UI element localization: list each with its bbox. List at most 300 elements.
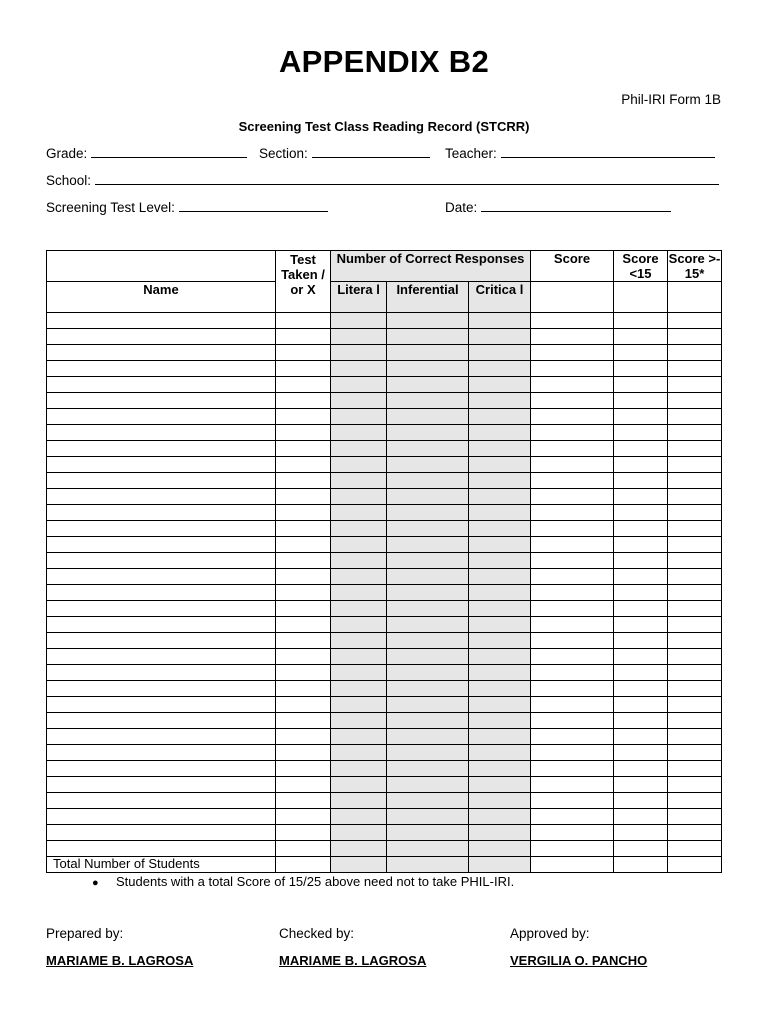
form-subtitle: Screening Test Class Reading Record (STCRR) <box>238 119 530 134</box>
table-cell[interactable] <box>469 425 531 441</box>
table-cell[interactable] <box>668 569 722 585</box>
table-cell[interactable] <box>276 745 331 761</box>
table-cell[interactable] <box>276 377 331 393</box>
student-name-cell[interactable] <box>47 361 276 377</box>
table-cell[interactable] <box>331 809 387 825</box>
table-cell[interactable] <box>531 809 614 825</box>
student-name-cell[interactable] <box>47 585 276 601</box>
table-cell[interactable] <box>276 489 331 505</box>
table-cell[interactable] <box>531 825 614 841</box>
table-cell[interactable] <box>387 841 469 857</box>
table-cell[interactable] <box>531 489 614 505</box>
table-cell[interactable] <box>469 713 531 729</box>
table-cell[interactable] <box>614 329 668 345</box>
table-cell[interactable] <box>387 409 469 425</box>
table-cell[interactable] <box>276 441 331 457</box>
table-cell[interactable] <box>331 697 387 713</box>
table-cell[interactable] <box>331 617 387 633</box>
table-cell[interactable] <box>331 841 387 857</box>
student-name-cell[interactable] <box>47 569 276 585</box>
table-cell[interactable] <box>531 761 614 777</box>
table-cell[interactable] <box>276 649 331 665</box>
table-cell[interactable] <box>331 665 387 681</box>
table-cell[interactable] <box>614 633 668 649</box>
student-name-cell[interactable] <box>47 441 276 457</box>
table-cell[interactable] <box>331 569 387 585</box>
table-cell[interactable] <box>276 329 331 345</box>
student-name-cell[interactable] <box>47 633 276 649</box>
table-cell[interactable] <box>469 345 531 361</box>
table-cell[interactable] <box>276 553 331 569</box>
table-cell[interactable] <box>331 745 387 761</box>
table-cell[interactable] <box>331 537 387 553</box>
student-name-cell[interactable] <box>47 713 276 729</box>
table-cell[interactable] <box>614 553 668 569</box>
table-cell[interactable] <box>668 425 722 441</box>
teacher-blank[interactable] <box>501 145 715 158</box>
header-correct-responses: Number of Correct Responses <box>331 251 531 282</box>
table-cell[interactable] <box>668 793 722 809</box>
table-cell[interactable] <box>276 425 331 441</box>
table-cell[interactable] <box>668 681 722 697</box>
table-cell[interactable] <box>331 553 387 569</box>
table-cell[interactable] <box>614 761 668 777</box>
table-cell[interactable] <box>276 313 331 329</box>
grade-blank[interactable] <box>91 145 247 158</box>
table-cell[interactable] <box>331 505 387 521</box>
table-cell[interactable] <box>469 441 531 457</box>
table-cell[interactable] <box>531 521 614 537</box>
table-cell[interactable] <box>276 777 331 793</box>
table-cell[interactable] <box>387 345 469 361</box>
table-cell[interactable] <box>614 809 668 825</box>
table-cell[interactable] <box>387 521 469 537</box>
table-cell[interactable] <box>387 473 469 489</box>
table-cell[interactable] <box>614 825 668 841</box>
table-cell[interactable] <box>668 457 722 473</box>
table-cell[interactable] <box>469 537 531 553</box>
table-cell[interactable] <box>668 313 722 329</box>
table-cell[interactable] <box>276 585 331 601</box>
table-cell[interactable] <box>469 585 531 601</box>
table-cell[interactable] <box>276 473 331 489</box>
grade-field[interactable] <box>46 145 247 161</box>
table-cell[interactable] <box>614 377 668 393</box>
table-cell[interactable] <box>331 361 387 377</box>
table-cell[interactable] <box>387 489 469 505</box>
table-cell[interactable] <box>614 537 668 553</box>
table-cell[interactable] <box>276 617 331 633</box>
student-name-cell[interactable] <box>47 473 276 489</box>
student-name-cell[interactable] <box>47 313 276 329</box>
table-cell[interactable] <box>614 793 668 809</box>
table-cell[interactable] <box>276 457 331 473</box>
table-cell[interactable] <box>531 569 614 585</box>
table-cell[interactable] <box>668 489 722 505</box>
table-cell[interactable] <box>387 633 469 649</box>
table-cell[interactable] <box>614 713 668 729</box>
table-cell[interactable] <box>469 825 531 841</box>
table-cell[interactable] <box>469 665 531 681</box>
table-cell[interactable] <box>668 329 722 345</box>
student-name-cell[interactable] <box>47 649 276 665</box>
total-cell[interactable] <box>469 857 531 873</box>
table-cell[interactable] <box>276 697 331 713</box>
table-cell[interactable] <box>469 745 531 761</box>
table-cell[interactable] <box>276 361 331 377</box>
table-cell[interactable] <box>668 601 722 617</box>
table-cell[interactable] <box>668 505 722 521</box>
table-cell[interactable] <box>331 521 387 537</box>
table-cell[interactable] <box>387 569 469 585</box>
table-cell[interactable] <box>276 841 331 857</box>
table-cell[interactable] <box>276 393 331 409</box>
student-name-cell[interactable] <box>47 537 276 553</box>
total-cell[interactable] <box>276 857 331 873</box>
table-cell[interactable] <box>531 649 614 665</box>
table-cell[interactable] <box>668 361 722 377</box>
table-cell[interactable] <box>614 457 668 473</box>
table-cell[interactable] <box>469 697 531 713</box>
table-cell[interactable] <box>668 649 722 665</box>
table-cell[interactable] <box>668 345 722 361</box>
table-cell[interactable] <box>668 841 722 857</box>
test-level-field[interactable] <box>46 199 328 215</box>
table-cell[interactable] <box>614 681 668 697</box>
table-cell[interactable] <box>614 393 668 409</box>
student-name-cell[interactable] <box>47 521 276 537</box>
table-cell[interactable] <box>469 633 531 649</box>
table-cell[interactable] <box>531 409 614 425</box>
total-cell[interactable] <box>531 857 614 873</box>
table-cell[interactable] <box>531 585 614 601</box>
date-blank[interactable] <box>481 199 671 212</box>
table-cell[interactable] <box>668 585 722 601</box>
student-name-cell[interactable] <box>47 601 276 617</box>
table-cell[interactable] <box>469 393 531 409</box>
student-name-cell[interactable] <box>47 681 276 697</box>
section-field[interactable] <box>259 145 430 161</box>
table-cell[interactable] <box>331 377 387 393</box>
table-cell[interactable] <box>387 393 469 409</box>
table-cell[interactable] <box>387 617 469 633</box>
student-name-cell[interactable] <box>47 489 276 505</box>
table-cell[interactable] <box>531 697 614 713</box>
table-cell[interactable] <box>276 681 331 697</box>
table-cell[interactable] <box>331 681 387 697</box>
table-cell[interactable] <box>387 505 469 521</box>
table-cell[interactable] <box>531 729 614 745</box>
table-cell[interactable] <box>531 553 614 569</box>
table-cell[interactable] <box>668 697 722 713</box>
table-cell[interactable] <box>387 441 469 457</box>
table-cell[interactable] <box>331 473 387 489</box>
table-cell[interactable] <box>614 729 668 745</box>
table-cell[interactable] <box>668 825 722 841</box>
table-cell[interactable] <box>387 361 469 377</box>
table-cell[interactable] <box>469 841 531 857</box>
student-name-cell[interactable] <box>47 345 276 361</box>
table-cell[interactable] <box>331 777 387 793</box>
table-cell[interactable] <box>469 329 531 345</box>
total-cell[interactable] <box>387 857 469 873</box>
table-cell[interactable] <box>668 617 722 633</box>
table-cell[interactable] <box>668 665 722 681</box>
table-cell[interactable] <box>614 313 668 329</box>
table-cell[interactable] <box>668 729 722 745</box>
table-cell[interactable] <box>276 729 331 745</box>
table-cell[interactable] <box>531 841 614 857</box>
table-cell[interactable] <box>668 777 722 793</box>
table-cell[interactable] <box>469 473 531 489</box>
student-name-cell[interactable] <box>47 809 276 825</box>
table-cell[interactable] <box>387 585 469 601</box>
table-cell[interactable] <box>614 521 668 537</box>
table-cell[interactable] <box>668 553 722 569</box>
table-row <box>47 361 722 377</box>
table-cell[interactable] <box>531 777 614 793</box>
table-cell[interactable] <box>387 681 469 697</box>
table-cell[interactable] <box>614 345 668 361</box>
table-cell[interactable] <box>276 345 331 361</box>
student-name-cell[interactable] <box>47 377 276 393</box>
table-cell[interactable] <box>469 457 531 473</box>
table-cell[interactable] <box>531 393 614 409</box>
table-cell[interactable] <box>387 313 469 329</box>
table-cell[interactable] <box>614 409 668 425</box>
table-cell[interactable] <box>276 793 331 809</box>
table-cell[interactable] <box>531 505 614 521</box>
table-cell[interactable] <box>531 601 614 617</box>
table-cell[interactable] <box>668 473 722 489</box>
table-cell[interactable] <box>668 713 722 729</box>
table-cell[interactable] <box>331 345 387 361</box>
table-cell[interactable] <box>276 537 331 553</box>
table-cell[interactable] <box>387 777 469 793</box>
table-cell[interactable] <box>469 489 531 505</box>
table-cell[interactable] <box>531 713 614 729</box>
table-cell[interactable] <box>614 489 668 505</box>
table-cell[interactable] <box>668 409 722 425</box>
table-cell[interactable] <box>531 473 614 489</box>
table-cell[interactable] <box>387 809 469 825</box>
section-blank[interactable] <box>312 145 430 158</box>
header-score-ge15: Score >- 15* <box>668 251 721 281</box>
table-cell[interactable] <box>668 441 722 457</box>
table-cell[interactable] <box>531 425 614 441</box>
table-cell[interactable] <box>668 537 722 553</box>
table-cell[interactable] <box>331 649 387 665</box>
table-cell[interactable] <box>469 553 531 569</box>
teacher-field[interactable] <box>445 145 715 161</box>
student-name-cell[interactable] <box>47 617 276 633</box>
table-cell[interactable] <box>387 825 469 841</box>
table-cell[interactable] <box>387 377 469 393</box>
table-cell[interactable] <box>276 521 331 537</box>
table-cell[interactable] <box>387 793 469 809</box>
student-name-cell[interactable] <box>47 729 276 745</box>
table-cell[interactable] <box>469 761 531 777</box>
table-cell[interactable] <box>614 745 668 761</box>
table-row <box>47 841 722 857</box>
table-cell[interactable] <box>469 793 531 809</box>
table-cell[interactable] <box>469 505 531 521</box>
total-cell[interactable] <box>614 857 668 873</box>
table-row <box>47 473 722 489</box>
table-cell[interactable] <box>531 745 614 761</box>
table-cell[interactable] <box>331 489 387 505</box>
table-cell[interactable] <box>531 345 614 361</box>
test-level-blank[interactable] <box>179 199 328 212</box>
header-critical: Critica l <box>469 282 531 313</box>
student-name-cell[interactable] <box>47 761 276 777</box>
table-cell[interactable] <box>331 601 387 617</box>
student-name-cell[interactable] <box>47 665 276 681</box>
table-cell[interactable] <box>531 377 614 393</box>
school-blank[interactable] <box>95 172 719 185</box>
student-name-cell[interactable] <box>47 505 276 521</box>
table-cell[interactable] <box>276 825 331 841</box>
total-cell[interactable] <box>668 857 722 873</box>
table-cell[interactable] <box>614 697 668 713</box>
table-cell[interactable] <box>331 313 387 329</box>
table-cell[interactable] <box>614 569 668 585</box>
table-cell[interactable] <box>531 793 614 809</box>
table-cell[interactable] <box>387 649 469 665</box>
table-cell[interactable] <box>668 745 722 761</box>
student-name-cell[interactable] <box>47 425 276 441</box>
table-cell[interactable] <box>469 521 531 537</box>
table-cell[interactable] <box>531 457 614 473</box>
table-cell[interactable] <box>531 329 614 345</box>
table-cell[interactable] <box>276 505 331 521</box>
table-cell[interactable] <box>668 633 722 649</box>
table-cell[interactable] <box>387 729 469 745</box>
table-cell[interactable] <box>469 617 531 633</box>
table-cell[interactable] <box>469 649 531 665</box>
student-name-cell[interactable] <box>47 825 276 841</box>
table-cell[interactable] <box>387 665 469 681</box>
table-cell[interactable] <box>387 553 469 569</box>
table-cell[interactable] <box>276 601 331 617</box>
table-cell[interactable] <box>668 393 722 409</box>
table-cell[interactable] <box>469 777 531 793</box>
table-cell[interactable] <box>387 745 469 761</box>
table-cell[interactable] <box>276 409 331 425</box>
table-cell[interactable] <box>614 601 668 617</box>
table-cell[interactable] <box>331 457 387 473</box>
table-cell[interactable] <box>331 729 387 745</box>
table-cell[interactable] <box>614 777 668 793</box>
table-row <box>47 441 722 457</box>
table-cell[interactable] <box>387 601 469 617</box>
table-cell[interactable] <box>331 425 387 441</box>
header-score-ge15-blank <box>668 282 722 313</box>
student-name-cell[interactable] <box>47 553 276 569</box>
table-cell[interactable] <box>331 441 387 457</box>
table-cell[interactable] <box>331 585 387 601</box>
table-cell[interactable] <box>614 425 668 441</box>
table-cell[interactable] <box>531 361 614 377</box>
table-cell[interactable] <box>331 825 387 841</box>
table-cell[interactable] <box>387 713 469 729</box>
table-cell[interactable] <box>387 425 469 441</box>
table-cell[interactable] <box>331 393 387 409</box>
student-name-cell[interactable] <box>47 841 276 857</box>
table-cell[interactable] <box>331 793 387 809</box>
table-cell[interactable] <box>387 761 469 777</box>
table-cell[interactable] <box>469 313 531 329</box>
table-cell[interactable] <box>668 521 722 537</box>
table-cell[interactable] <box>614 473 668 489</box>
student-name-cell[interactable] <box>47 777 276 793</box>
student-name-cell[interactable] <box>47 457 276 473</box>
table-cell[interactable] <box>469 729 531 745</box>
table-cell[interactable] <box>387 329 469 345</box>
table-cell[interactable] <box>531 681 614 697</box>
table-cell[interactable] <box>614 361 668 377</box>
table-cell[interactable] <box>531 441 614 457</box>
table-cell[interactable] <box>614 585 668 601</box>
table-cell[interactable] <box>276 633 331 649</box>
table-cell[interactable] <box>331 713 387 729</box>
total-cell[interactable] <box>331 857 387 873</box>
student-name-cell[interactable] <box>47 393 276 409</box>
table-cell[interactable] <box>614 649 668 665</box>
table-cell[interactable] <box>668 761 722 777</box>
table-cell[interactable] <box>387 457 469 473</box>
table-cell[interactable] <box>469 809 531 825</box>
student-name-cell[interactable] <box>47 329 276 345</box>
table-cell[interactable] <box>531 313 614 329</box>
table-cell[interactable] <box>614 617 668 633</box>
table-cell[interactable] <box>276 761 331 777</box>
table-cell[interactable] <box>469 377 531 393</box>
table-cell[interactable] <box>531 617 614 633</box>
table-cell[interactable] <box>469 681 531 697</box>
student-name-cell[interactable] <box>47 409 276 425</box>
table-cell[interactable] <box>276 809 331 825</box>
table-cell[interactable] <box>614 505 668 521</box>
student-name-cell[interactable] <box>47 745 276 761</box>
student-name-cell[interactable] <box>47 697 276 713</box>
table-cell[interactable] <box>331 633 387 649</box>
table-cell[interactable] <box>331 761 387 777</box>
table-cell[interactable] <box>531 633 614 649</box>
table-cell[interactable] <box>387 697 469 713</box>
table-cell[interactable] <box>276 665 331 681</box>
table-cell[interactable] <box>531 537 614 553</box>
table-cell[interactable] <box>387 537 469 553</box>
student-name-cell[interactable] <box>47 793 276 809</box>
table-cell[interactable] <box>614 665 668 681</box>
table-cell[interactable] <box>668 809 722 825</box>
table-cell[interactable] <box>331 409 387 425</box>
table-cell[interactable] <box>614 841 668 857</box>
school-field[interactable] <box>46 172 719 188</box>
table-cell[interactable] <box>614 441 668 457</box>
table-cell[interactable] <box>469 569 531 585</box>
table-cell[interactable] <box>469 361 531 377</box>
date-field[interactable] <box>445 199 671 215</box>
table-cell[interactable] <box>276 713 331 729</box>
table-cell[interactable] <box>276 569 331 585</box>
table-cell[interactable] <box>469 601 531 617</box>
table-cell[interactable] <box>531 665 614 681</box>
table-cell[interactable] <box>668 377 722 393</box>
table-cell[interactable] <box>331 329 387 345</box>
table-cell[interactable] <box>469 409 531 425</box>
